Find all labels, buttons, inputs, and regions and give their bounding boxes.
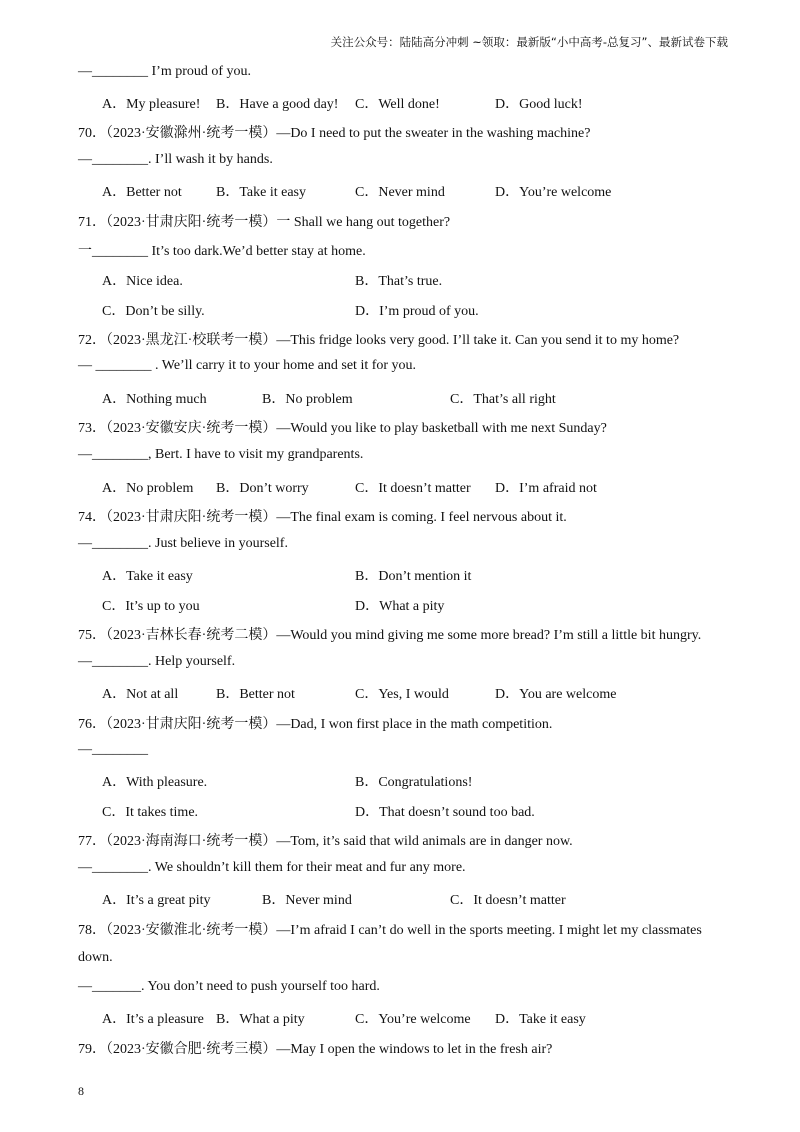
q75-reply: —________. Help yourself.	[78, 654, 236, 669]
q77-option-b: B．Never mind	[262, 893, 352, 908]
q69-reply: —________ I’m proud of you.	[78, 64, 252, 79]
q72-prompt: 72．（2023·黑龙江·校联考一模）—This fridge looks very good. I’ll take it. Can you send it to my home?	[78, 333, 680, 348]
q72-option-a: A．Nothing much	[102, 392, 207, 407]
q74-prompt: 74．（2023·甘肃庆阳·统考一模）—The final exam is coming. I feel nervous about it.	[78, 510, 567, 525]
q73-option-b: B．Don’t worry	[216, 481, 309, 496]
q75-option-b: B．Better not	[216, 687, 295, 702]
q69-option-a: A．My pleasure!	[102, 97, 201, 112]
q69-option-b: B．Have a good day!	[216, 97, 339, 112]
q72-option-c: C．That’s all right	[450, 392, 556, 407]
q74-option-b: B．Don’t mention it	[355, 569, 472, 584]
page-header: 关注公众号：陆陆高分冲刺 ~领取：最新版“小中高考-总复习”、最新试卷下载	[330, 35, 728, 49]
q78-option-c: C．You’re welcome	[355, 1012, 471, 1027]
q77-option-a: A．It’s a great pity	[102, 893, 211, 908]
q69-option-d: D．Good luck!	[495, 97, 583, 112]
q71-reply: 一________ It’s too dark.We’d better stay at home.	[78, 244, 366, 259]
page-number: 8	[78, 1084, 84, 1098]
q74-option-a: A．Take it easy	[102, 569, 193, 584]
q78-option-b: B．What a pity	[216, 1012, 305, 1027]
q73-option-a: A．No problem	[102, 481, 194, 496]
q79-prompt: 79．（2023·安徽合肥·统考三模）—May I open the windows to let in the fresh air?	[78, 1042, 553, 1057]
q74-option-d: D．What a pity	[355, 599, 445, 614]
q69-option-c: C．Well done!	[355, 97, 440, 112]
q72-reply: — ________ . We’ll carry it to your home and set it for you.	[78, 358, 417, 373]
q74-reply: —________. Just believe in yourself.	[78, 536, 288, 551]
q73-option-c: C．It doesn’t matter	[355, 481, 471, 496]
q70-prompt: 70．（2023·安徽滁州·统考一模）—Do I need to put the sweater in the washing machine?	[78, 126, 591, 141]
q78-prompt-continued: down.	[78, 950, 113, 965]
q71-prompt: 71．（2023·甘肃庆阳·统考一模）一 Shall we hang out together?	[78, 215, 451, 230]
q76-option-b: B．Congratulations!	[355, 775, 473, 790]
q75-option-a: A．Not at all	[102, 687, 179, 702]
q70-option-d: D．You’re welcome	[495, 185, 612, 200]
q75-prompt: 75．（2023·吉林长春·统考二模）—Would you mind giving me some more bread? I’m still a little bit hungry.	[78, 628, 702, 643]
q76-prompt: 76．（2023·甘肃庆阳·统考一模）—Dad, I won first place in the math competition.	[78, 717, 553, 732]
q76-option-c: C．It takes time.	[102, 805, 199, 820]
q71-option-a: A．Nice idea.	[102, 274, 183, 289]
q73-option-d: D．I’m afraid not	[495, 481, 597, 496]
q75-option-c: C．Yes, I would	[355, 687, 449, 702]
q73-reply: —________, Bert. I have to visit my grandparents.	[78, 447, 364, 462]
q70-option-c: C．Never mind	[355, 185, 445, 200]
q76-reply: —________	[78, 742, 148, 757]
q75-option-d: D．You are welcome	[495, 687, 617, 702]
q73-prompt: 73．（2023·安徽安庆·统考一模）—Would you like to play basketball with me next Sunday?	[78, 421, 607, 436]
q72-option-b: B．No problem	[262, 392, 353, 407]
q76-option-d: D．That doesn’t sound too bad.	[355, 805, 535, 820]
q71-option-d: D．I’m proud of you.	[355, 304, 479, 319]
q77-prompt: 77．（2023·海南海口·统考一模）—Tom, it’s said that wild animals are in danger now.	[78, 834, 573, 849]
q71-option-b: B．That’s true.	[355, 274, 443, 289]
q70-option-b: B．Take it easy	[216, 185, 306, 200]
q78-reply: —_______. You don’t need to push yourself too hard.	[78, 979, 380, 994]
q77-reply: —________. We shouldn’t kill them for their meat and fur any more.	[78, 860, 466, 875]
q74-option-c: C．It’s up to you	[102, 599, 200, 614]
q70-reply: —________. I’ll wash it by hands.	[78, 152, 273, 167]
q70-option-a: A．Better not	[102, 185, 182, 200]
q71-option-c: C．Don’t be silly.	[102, 304, 205, 319]
q78-option-a: A．It’s a pleasure	[102, 1012, 204, 1027]
q78-prompt: 78．（2023·安徽淮北·统考一模）—I’m afraid I can’t do well in the sports meeting. I might let my classmates	[78, 923, 702, 938]
q76-option-a: A．With pleasure.	[102, 775, 208, 790]
q78-option-d: D．Take it easy	[495, 1012, 586, 1027]
q77-option-c: C．It doesn’t matter	[450, 893, 566, 908]
